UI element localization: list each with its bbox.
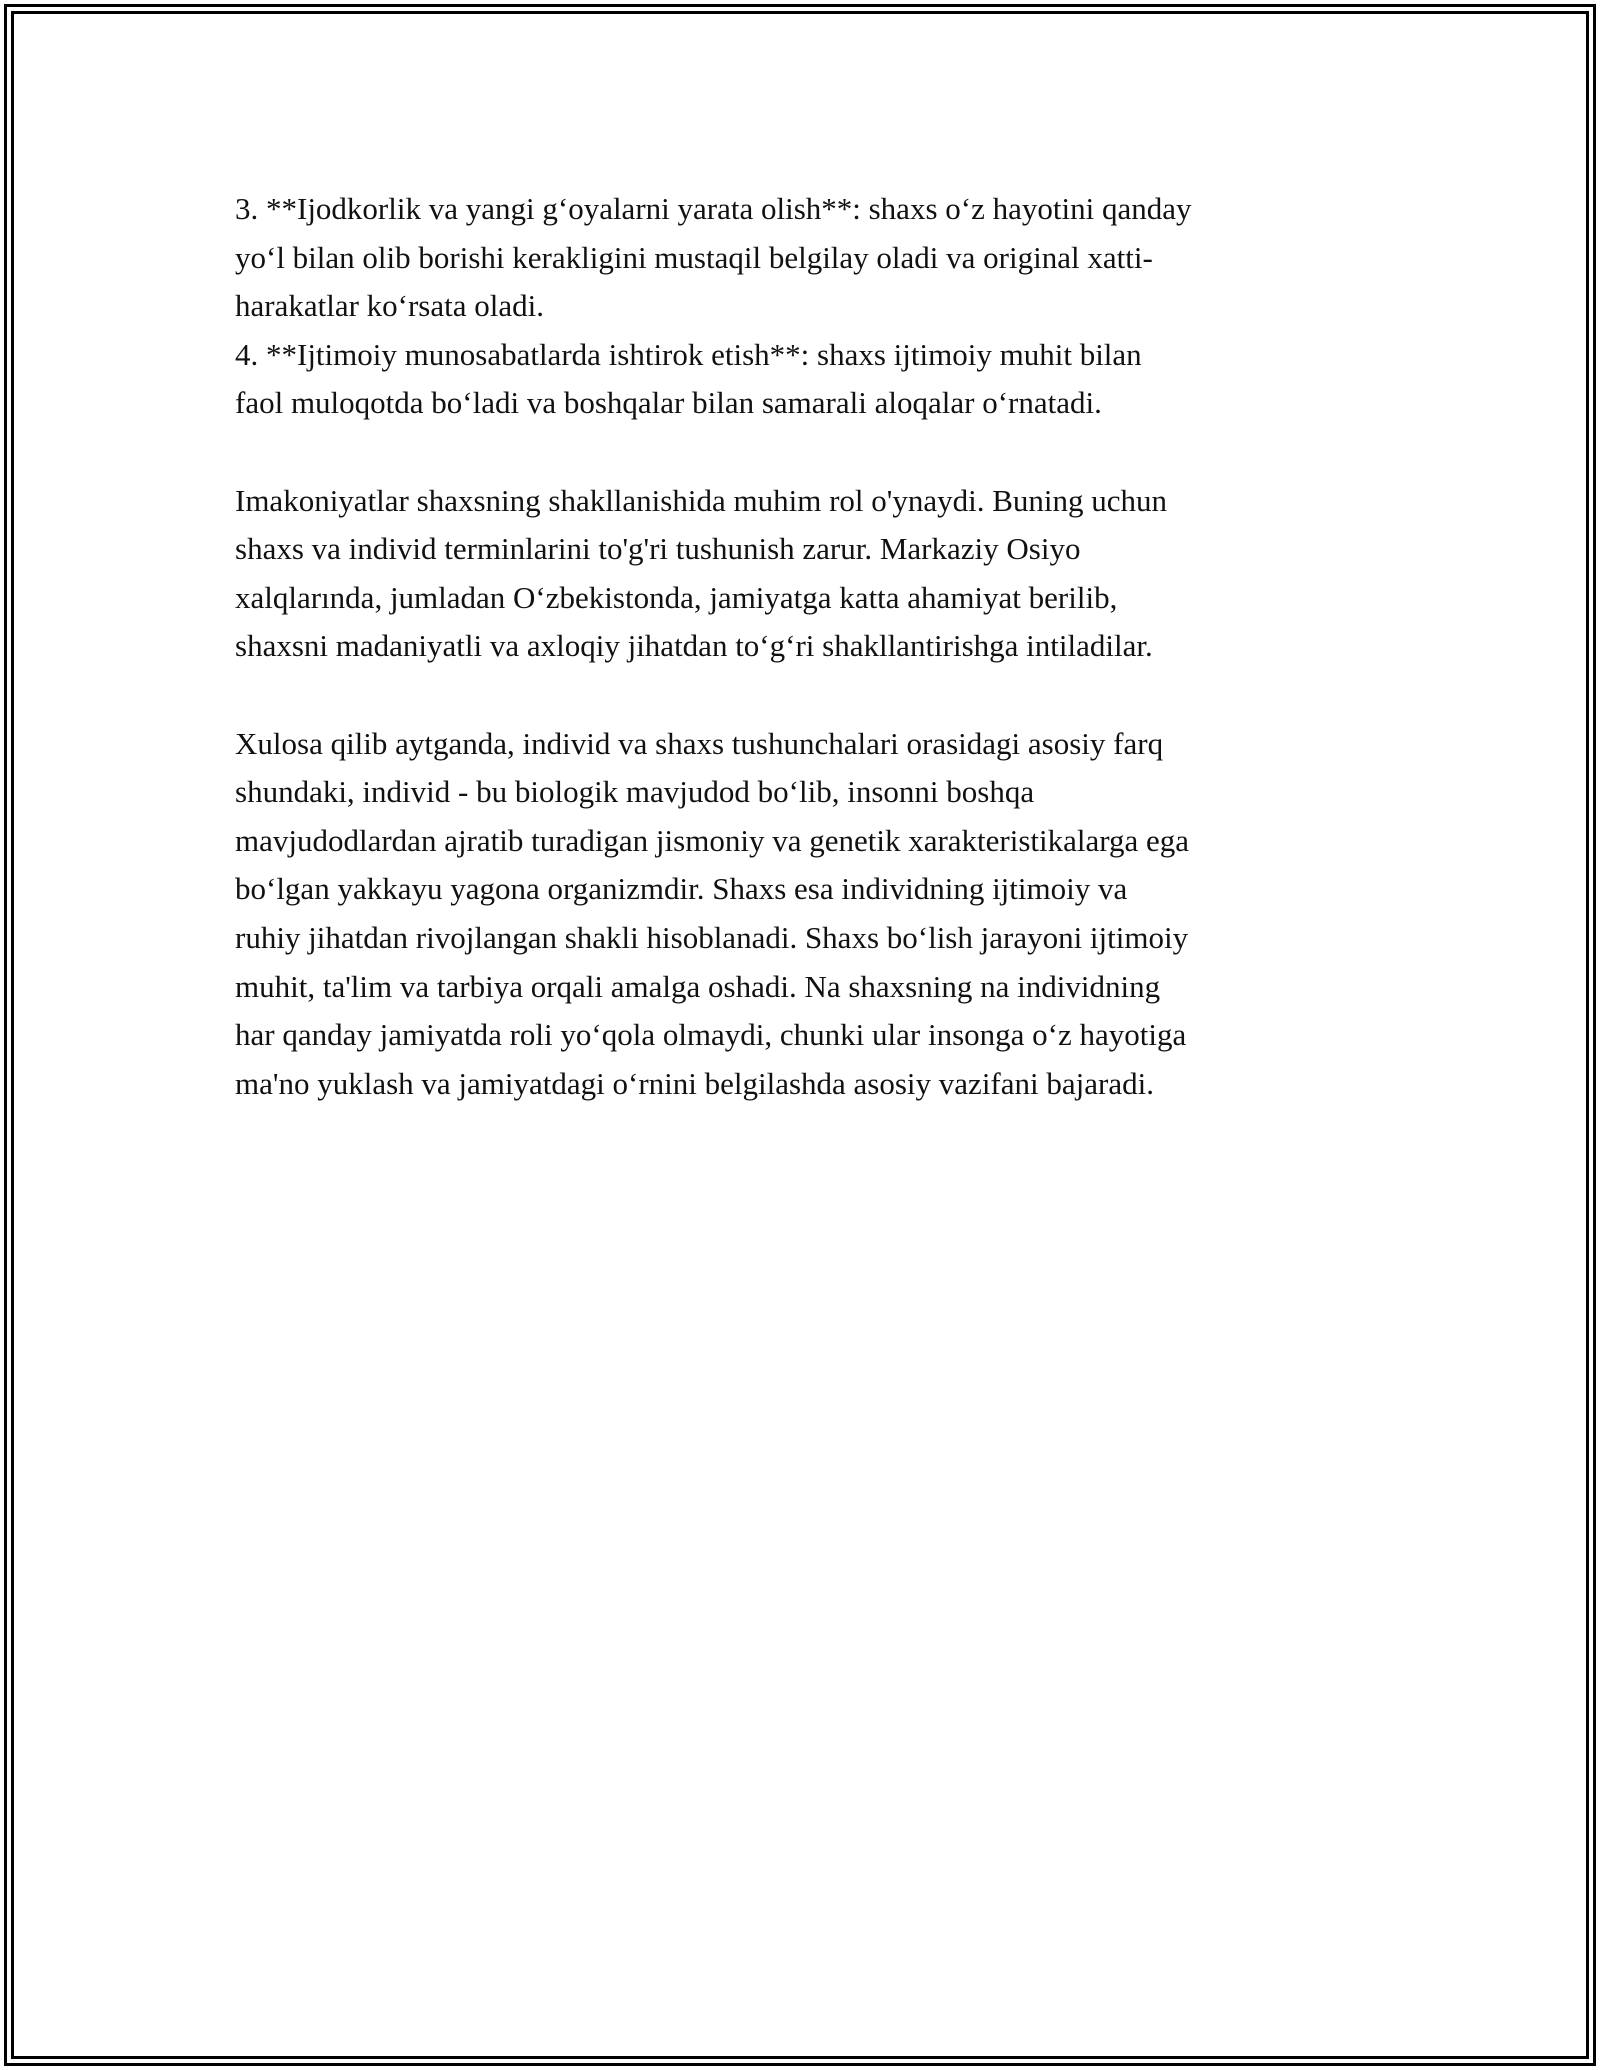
text-line: yo‘l bilan olib borishi kerakligini mustaqil belgilay oladi va original xatti- [235,239,1153,275]
text-line: Imakoniyatlar shaxsning shakllanishida muhim rol o'ynaydi. Buning uchun [235,482,1168,518]
text-line: bo‘lgan yakkayu yagona organizmdir. Shaxs esa individning ijtimoiy va [235,871,1128,907]
text-line: harakatlar ko‘rsata oladi. [235,288,544,324]
paragraph-list-items [235,185,1385,428]
document-body [235,185,1385,1108]
text-line: shaxsni madaniyatli va axloqiy jihatdan to‘g‘ri shakllantirishga intiladilar. [235,628,1153,664]
paragraph-spacer [235,428,1385,477]
text-line: shundaki, individ - bu biologik mavjudod bo‘lib, insonni boshqa [235,774,1035,810]
text-line: 3. **Ijodkorlik va yangi g‘oyalarni yarata olish**: shaxs o‘z hayotini qanday [235,191,1192,226]
text-line: faol muloqotda bo‘ladi va boshqalar bilan samarali aloqalar o‘rnatadi. [235,385,1102,421]
text-line: ruhiy jihatdan rivojlangan shakli hisoblanadi. Shaxs bo‘lish jarayoni ijtimoiy [235,919,1189,955]
text-line: Xulosa qilib aytganda, individ va shaxs tushunchalari orasidagi asosiy farq [235,725,1164,761]
text-line: xalqlarında, jumladan O‘zbekistonda, jamiyatga katta ahamiyat berilib, [235,579,1118,615]
text-line: har qanday jamiyatda roli yo‘qola olmaydi, chunki ular insonga o‘z hayotiga [235,1017,1187,1053]
text-line: ma'no yuklash va jamiyatdagi o‘rnini belgilashda asosiy vazifani bajaradi. [235,1065,1154,1101]
text-line: 4. **Ijtimoiy munosabatlarda ishtirok etish**: shaxs ijtimoiy muhit bilan [235,336,1142,372]
paragraph-spacer [235,671,1385,720]
paragraph-opportunities [235,477,1385,671]
text-line: muhit, ta'lim va tarbiya orqali amalga oshadi. Na shaxsning na individning [235,968,1161,1004]
text-line: shaxs va individ terminlarini to'g'ri tushunish zarur. Markaziy Osiyo [235,531,1081,567]
text-line: mavjudodlardan ajratib turadigan jismoniy va genetik xarakteristikalarga ega [235,822,1190,858]
paragraph-conclusion [235,720,1385,1109]
